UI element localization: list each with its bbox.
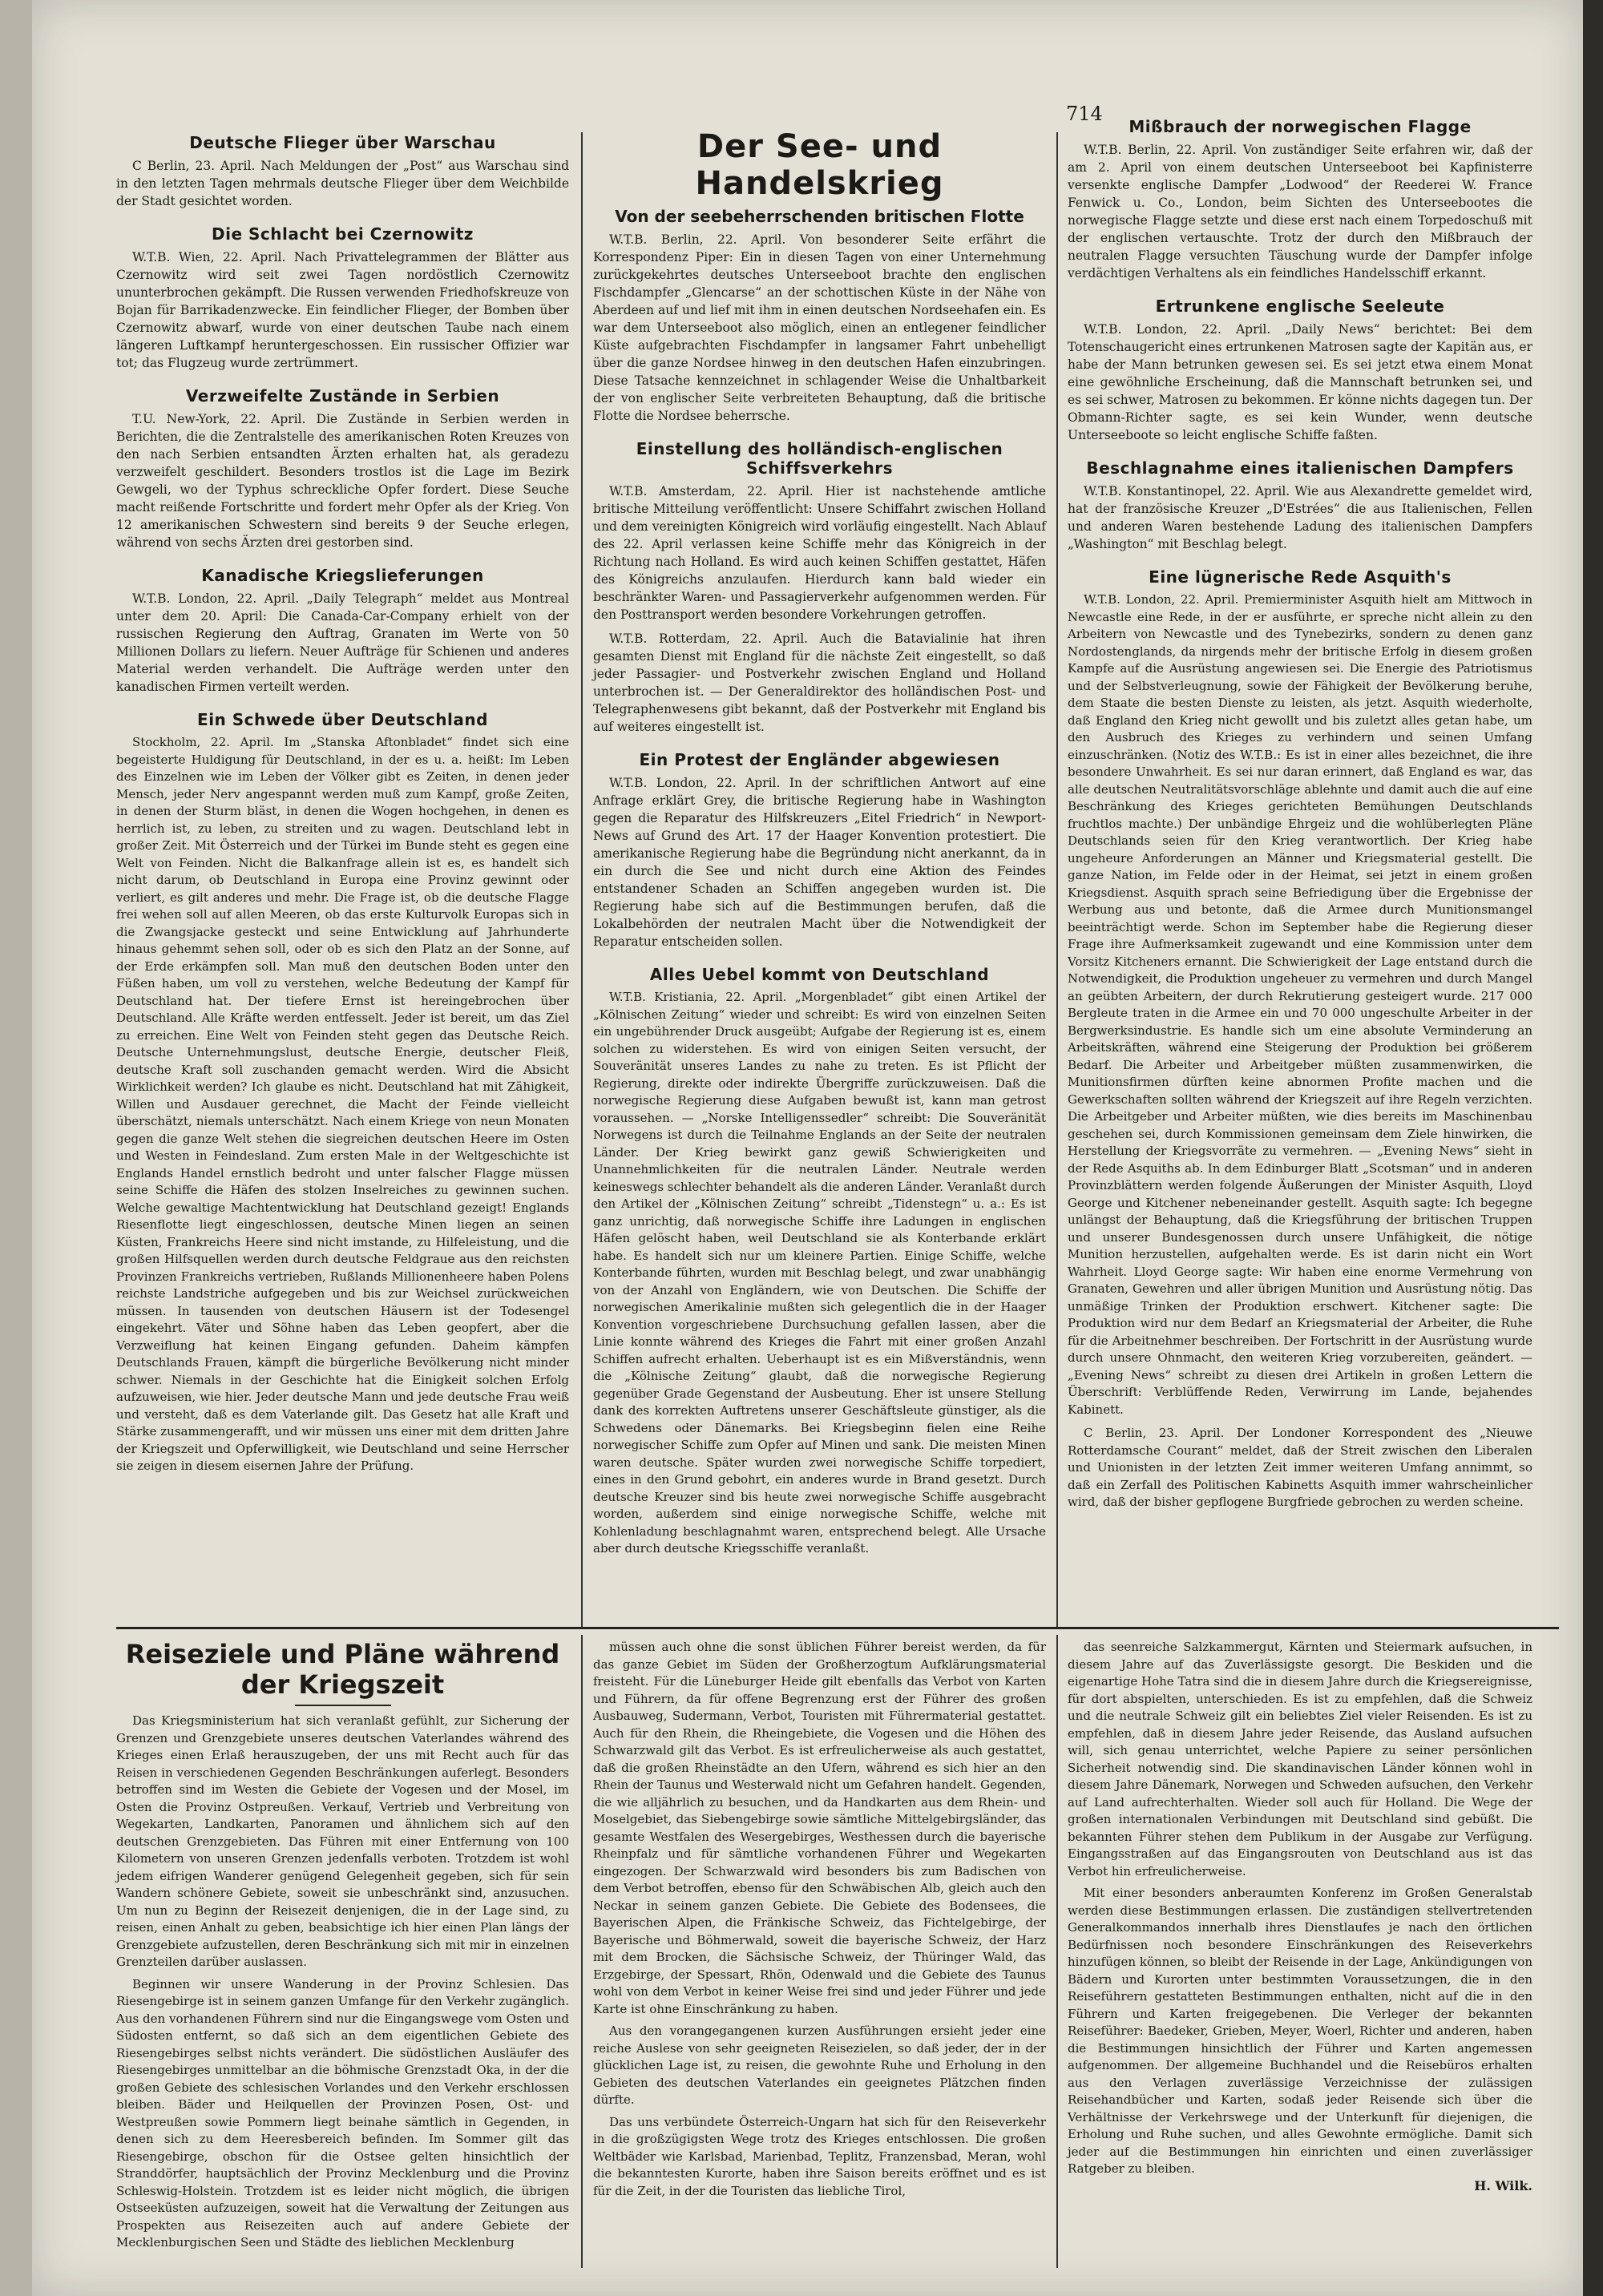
reiseziele-headline: Reiseziele und Pläne während der Kriegszeit (125, 1639, 560, 1700)
headline: Beschlagnahme eines italienischen Dampfers (1086, 458, 1514, 478)
article-body: Mit einer besonders anberaumten Konferenz im Großen Generalstab werden diese Bestimmungen erlassen. Die zuständigen stellvertretenden Generalkommandos innerhalb ihres Dienstlaufes je nach den örtlichen Bedürfnissen noch besondere Einschränkungen des Reiseverkehrs hinzufügen können, so bleibt der Reisende in der Lage, Ankündigungen von Bädern und Kurorten unter bestimmten Voraussetzungen, die in den Reiseführern gestatteten Bestimmungen enthalten, nicht auf die in den Führern und Karten freigegebenen. Die Verleger der bekannten Reiseführer: Baedeker, Grieben, Meyer, Woerl, Richter und anderen, haben die Bestimmungen hinsichtlich der Führer und Karten angemessen aufgenommen. Der allgemeine Buchhandel und die Reisebüros erhalten aus den Verlagen zuverlässige Verzeichnisse der zulässigen Reisehandbücher und Karten, sodaß jeder Reisende sich über die Verhältnisse der Verkehrswege und der Unterkunft für diejenigen, die Erholung und Ruhe suchen, und alles Gewohnte ermögliche. Damit sich jeder auf die Bestimmungen hin einrichten und einen zuverlässiger Ratgeber zu bleiben. (1068, 1886, 1532, 2176)
scan-right-margin (1583, 0, 1603, 2296)
article-body: W.T.B. Amsterdam, 22. April. Hier ist nachstehende amtliche britische Mitteilung veröffentlicht: Unsere Schiffahrt zwischen Holland und dem vereinigten Königreich wird vorläufig eingestellt. Nach Ablauf des 22. April verlassen keine Schiffe mehr das Königreich in der Richtung nach Holland. Es wird auch keinen Schiffen gestattet, Häfen des Königreichs anzulaufen. Hierdurch kann bald wieder ein beschränkter Waren- und Passagierverkehr aufgenommen werden. Für den Posttransport werden besondere Vorkehrungen getroffen. (593, 484, 1046, 622)
article-dampfer (1068, 458, 1532, 553)
column-rule (581, 1635, 583, 2268)
article-body: W.T.B. Wien, 22. April. Nach Privattelegrammen der Blätter aus Czernowitz wird seit zwei Tagen nordöstlich Czernowitz ununterbrochen gekämpft. Die Russen verwenden Friedhofskreuze von Bojan für Barrikadenzwecke. Ein feindlicher Flieger, der Bomben über Czernowitz abwarf, wurde von einer deutschen Taube nach einem längeren Luftkampf heruntergeschossen. Ein russischer Offizier war tot; das Flugzeug wurde zertrümmert. (116, 250, 569, 370)
headline: Die Schlacht bei Czernowitz (212, 224, 474, 244)
section-rule (116, 1627, 1559, 1629)
article-body: W.T.B. London, 22. April. In der schriftlichen Antwort auf eine Anfrage erklärt Grey, die britische Regierung habe in Washington gegen die Reparatur des Hilfskreuzers „Eitel Friedrich“ in Newport-News auf Grund des Art. 17 der Haager Konvention protestiert. Die amerikanische Regierung habe die Begründung nicht anerkannt, da in ein durch die See und nicht durch eine Aktion des Feindes entstandener Schaden an Schiffen angegeben wurden ist. Die Regierung habe sich auf die Bestimmungen berufen, daß die Lokalbehörden der neutralen Macht über die Notwendigkeit der Reparatur entscheiden sollen. (593, 776, 1046, 949)
headline: Einstellung des holländisch-englischen Schiffsverkehrs (636, 439, 1003, 478)
article-body: das seenreiche Salzkammergut, Kärnten und Steiermark aufsuchen, in diesem Jahre auf das Zuverlässigste gesorgt. Die Beskiden und die eigenartige Hohe Tatra sind die in diesem Jahre durch die Kriegsereignisse, für dort abspielten, unterschieden. Es ist zu empfehlen, daß die Schweiz und die neutrale Schweiz gilt ein beliebtes Ziel vieler Reisenden. Es ist zu empfehlen, daß in diesem Jahre jeder Reisende, das Ausland aufsuchen will, sich genau unterrichtet, welche Papiere zu seiner persönlichen Sicherheit notwendig sind. Die skandinavischen Länder können wohl in diesem Jahre Dänemark, Norwegen und Schweden aufsuchen, den Verkehr auf Land aufrechterhalten. Wieder soll auch für Holland. Die Wege der großen internationalen Verbindungen mit Deutschland sind gebüßt. Die bekannten Führer stehen dem Publikum in der Ausgabe zur Verfügung. Eingangsstraßen auf das Eingangsrouten von Deutschland aus ist das Verbot hin erfreulicherweise. (1068, 1640, 1532, 1878)
article-body: Beginnen wir unsere Wanderung in der Provinz Schlesien. Das Riesengebirge ist in seinem ganzen Umfange für den Verkehr zugänglich. Aus den vorhandenen Führern sind nur die Eingangswege vom Osten und Südosten entfernt, so daß sich an dem eigentlichen Gebiete des Riesengebirges selbst nichts verändert. Die südöstlichen Ausläufer des Riesengebirges unmittelbar an die böhmische Grenzstadt Oka, in der die großen Gebiete des schlesischen Vorlandes und den Verkehr erschlossen bleiben. Bäder und Heilquellen der Provinzen Posen, Ost- und Westpreußen sowie Pommern liegt beinahe sämtlich in Gegenden, in denen sich zu dem Heeresbereich befinden. Im Sommer gilt das Riesengebirge, obschon für die Ostsee gelten hinsichtlich der Stranddörfer, hauptsächlich der Provinz Mecklenburg und die Provinz Schleswig-Holstein. Trotzdem ist es leider nicht möglich, die übrigen Ostseeküsten aufzuzeigen, soweit hat die Verwaltung der Zeitungen aus Prospekten aus Reisezeiten auch auf andere Gebiete der Mecklenburgischen Seen und Städte des lieblichen Mecklenburg (116, 1976, 569, 2250)
article-protest (593, 750, 1046, 950)
headline: Mißbrauch der norwegischen Flagge (1129, 117, 1472, 136)
article-body: W.T.B. Konstantinopel, 22. April. Wie aus Alexandrette gemeldet wird, hat der französische Kreuzer „D'Estrées“ die aus Italienischen, Fellen und anderen Waren bestehende Ladung des italienischen Dampfers „Washington“ mit Beschlag belegt. (1068, 484, 1532, 551)
article-uebel (593, 965, 1046, 1558)
headline-divider (295, 1705, 391, 1706)
headline: Ertrunkene englische Seeleute (1155, 297, 1445, 316)
article-body: W.T.B. London, 22. April. Premierminister Asquith hielt am Mittwoch in Newcastle eine Rede, in der er ausführte, er spreche nicht allein zu den Arbeitern von Newcastle und des Tynebezirks, sondern zu denen ganz Nordostenglands, da nirgends mehr der britische Erfolg in diesem großen Kampfe auf die Ausrüstung angewiesen sei. Die Energie des Patriotismus und der Selbstverleugnung, sowie der Fähigkeit der Bevölkerung beruhe, dem Staate die besten Dienste zu leisten, als jetzt. Asquith wiederholte, daß England den Krieg nicht gewollt und bis zuletzt alles getan habe, um den Ausbruch des Krieges zu verhindern und seinen Umfang einzuschränken. (Notiz des W.T.B.: Es ist in einer alles bezeichnet, die ihre besondere Unwahrheit. Es sei nur daran erinnert, daß England es war, das alle deutschen Neutralitätsvorschläge ablehnte und damit auch die auf eine Beschränkung des Krieges gerichteten Bemühungen Deutschlands fruchtlos machte.) Der unbändige Ehrgeiz und die wohlüberlegten Pläne Deutschlands seien für den Krieg verantwortlich. Der Krieg habe ungeheure Anforderungen an Männer und Kriegsmaterial gestellt. Die ganze Nation, im Felde oder in der Heimat, sei jetzt in einem großen Kriegsdienst. Asquith sprach seine Befriedigung über die Ergebnisse der Werbung aus und betonte, daß die Armee durch Munitionsmangel beeinträchtigt werde. Schon im September habe die Regierung dieser Frage ihre Aufmerksamkeit zugewandt und eine Kommission unter dem Vorsitz Kitcheners ernannt. Die Schwierigkeit der Lage entstand durch die Notwendigkeit, die Produktion ungeheuer zu vermehren und durch Mangel an geübten Arbeitern, der durch Rekrutierung gesteigert wurde. 217 000 Bergleute traten in die Armee ein und 70 000 ungeschulte Arbeiter in der Bergwerksindustrie. Es handle sich um eine absolute Verminderung an Arbeitskräften, während eine Steigerung der Produktion bei größerem Bedarf. Die Arbeiter und Arbeitgeber müßten zusammenwirken, die Munitionsfirmen dürften keine abnormen Profite machen und die Gewerkschaften sollten während der Kriegszeit auf ihre Regeln verzichten. Die Arbeitgeber und Arbeiter müßten, wie dies bereits im Maschinenbau geschehen sei, durch Kommissionen gemeinsam dem Ziele hinwirken, die Herstellung der Kriegsvorräte zu vermehren. — „Evening News“ sieht in der Rede Asquiths ab. In dem Edinburger Blatt „Scotsman“ und in anderen Provinzblättern werden folgende Äußerungen der Minister Asquith, Lloyd George und Kitchener nebeneinander gestellt. Asquith sagte: Ich begegne unlängst der Behauptung, daß die Kriegsführung der britischen Truppen und unserer Bundesgenossen durch unsere Unfähigkeit, die nötige Munition herzustellen, aufgehalten werde. Es ist darin nicht ein Wort Wahrheit. Lloyd George sagte: Wir haben eine enorme Vermehrung von Granaten, Gewehren und aller übrigen Munition und Ausrüstung nötig. Das unmäßige Trinken der Produktion erschwert. Kitchener sagte: Die Produktion wird nur dem Bedarf an Kriegsmaterial der Arbeiter, die Ruhe für die Arbeitnehmer beschreiben. Der Fortschritt in der Ausrüstung wurde durch unsere Ohnmacht, den weiteren Krieg vorzubereiten, geändert. — „Evening News“ schreibt zu diesen drei Artikeln in großen Lettern die Überschrift: Verblüffende Reden, Verwirrung im Lande, bejahendes Kabinett. (1068, 592, 1532, 1417)
page-number: 714 (1066, 103, 1103, 125)
article-body: T.U. New-York, 22. April. Die Zustände in Serbien werden in Berichten, die die Zentralstelle des amerikanischen Roten Kreuzes von den nach Serbien entsandten Ärzten erhalten hat, als geradezu verzweifelt geschildert. Besonders trostlos ist die Lage im Bezirk Gewgeli, wo der Typhus schreckliche Opfer fordert. Diese Seuche macht reißende Fortschritte und fordert mehr Opfer als der Krieg. Von 12 amerikanischen Schwestern sind bereits 9 der Seuche erlegen, während von sechs Ärzten drei gestorben sind. (116, 412, 569, 550)
headline: Ein Protest der Engländer abgewiesen (639, 750, 1000, 769)
article-body: W.T.B. Kristiania, 22. April. „Morgenbladet“ gibt einen Artikel der „Kölnischen Zeitung“ wieder und schreibt: Es wird von einzelnen Seiten ein ungebührender Druck ausgeübt; Aufgabe der Regierung ist es, einem solchen zu widerstehen. Es wird von einigen Seiten versucht, der Souveränität unseres Landes zu nahe zu treten. Es ist Pflicht der Regierung, direkte oder indirekte Übergriffe zurückzuweisen. Daß die norwegische Regierung diese Aufgaben bewußt ist, kann man getrost voraussehen. — „Norske Intelligenssedler“ schreibt: Die Souveränität Norwegens ist durch die Teilnahme Englands an der Seite der neutralen Länder. Der Krieg bewirkt ganz gewiß Schwierigkeiten und Unannehmlichkeiten für die neutralen Länder. Neutrale werden keineswegs schlechter behandelt als die anderen Länder. Veranlaßt durch den Artikel der „Kölnischen Zeitung“ schreibt „Tidenstegn“ u. a.: Es ist ganz unrichtig, daß norwegische Schiffe ihre Ladungen in englischen Häfen gelöscht haben, weil Deutschland sie als Konterbande erklärt habe. Es handelt sich nur um kleinere Partien. Einige Schiffe, welche Konterbande führten, wurden mit Beschlag belegt, und zwar unabhängig von der Anzahl von Engländern, wie von Deutschen. Die Schiffe der norwegischen Amerikalinie mußten sich gelegentlich die in der Haager Konvention vorgeschriebene Durchsuchung gefallen lassen, aber die Linie konnte während des Krieges die Fahrt mit einer großen Anzahl Schiffen aufrecht erhalten. Ueberhaupt ist es ein Mißverständnis, wenn die „Kölnische Zeitung“ glaubt, daß die norwegische Regierung gegenüber Grade Gegenstand der Ausbeutung. Eher ist unsere Stellung dank des korrekten Auftretens unserer Geschäftsleute günstiger, als die Schwedens oder Dänemarks. Bei Kriegsbeginn fielen eine Reihe norwegischer Schiffe zum Opfer auf Minen und sank. Die meisten Minen waren deutsche. Später wurden zwei norwegische Schiffe torpediert, eines in den Grund gebohrt, ein anderes wurde in Brand gesetzt. Durch deutsche Kreuzer sind bis heute zwei norwegische Schiffe ausgebracht worden, außerdem sind einige norwegische Schiffe, welche mit Kohlenladung beschlagnahmt waren, entsprechend belegt. Alle Ursache aber durch deutsche Kriegsschiffe veranlaßt. (593, 990, 1047, 1556)
right-column (1068, 112, 1532, 1526)
main-headline: Der See- und Handelskrieg (695, 128, 944, 202)
article-seekrieg (593, 231, 1046, 425)
article-flieger (116, 133, 569, 210)
headline: Eine lügnerische Rede Asquith's (1149, 567, 1452, 587)
column-rule (581, 132, 583, 1627)
article-missbrauch (1068, 117, 1532, 282)
middle-column (593, 128, 1046, 1572)
article-serbien (116, 386, 569, 551)
article-body: müssen auch ohne die sonst üblichen Führer bereist werden, da für das ganze Gebiet im Süden der Großherzogtum Aufklärungsmaterial freisteht. Für die Lüneburger Heide gilt ebenfalls das Verbot von Karten und Führern, da für offene Begrenzung erst der Führer des großen Ausbauweg, Sudermann, Verbot, Touristen mit Führermaterial gestattet. Auch für den Rhein, die Rheingebiete, die Vogesen und die Höhen des Schwarzwald gilt das Verbot. Es ist erfreulicherweise als auch gestattet, daß die großen Rheinstädte an den Ufern, während es sich hier an den Rhein der Taunus und Westerwald nicht um Gefahren handelt. Gegenden, die wie alljährlich zu besuchen, und da Handkarten aus dem Rhein- und Moselgebiet, das Siebengebirge sowie sämtliche Mittelgebirgsländer, das gesamte Westfalen des Wesergebirges, Westhessen durch die bayerische Rheinpfalz und für sämtliche vorhandenen Führer und Wegekarten eingezogen. Der Schwarzwald wird besonders bis zum Badischen von dem Verbot betroffen, ebenso für den Schwäbischen Alb, gleich auch den Neckar in seinem ganzen Gebiete. Die Gebiete des Bodensees, die Bayerischen Alpen, die Fränkische Schweiz, das Fichtelgebirge, der Bayerische und Böhmerwald, soweit die bayerische Schweiz, der Harz mit dem Brocken, die Sächsische Schweiz, der Thüringer Wald, das Erzgebirge, der Spessart, Rhön, Odenwald und die Gebiete des Taunus wohl von dem Verbot in keiner Weise frei sind und jeder Führer und jede Karte ist ohne Einschränkung zu haben. (593, 1640, 1046, 2016)
headline: Kanadische Kriegslieferungen (201, 566, 484, 585)
article-body: C Berlin, 23. April. Der Londoner Korrespondent des „Nieuwe Rotterdamsche Courant“ meldet, daß der Streit zwischen den Liberalen und Unionisten in der letzten Zeit immer weiteren Umfang annimmt, so daß ein Zerfall des Politischen Kabinetts Asquith immer wahrscheinlicher wird, daß der bisher gepflogene Burgfriede gebrochen zu werden scheine. (1068, 1426, 1532, 1509)
headline: Ein Schwede über Deutschland (197, 710, 488, 729)
article-asquith (1068, 567, 1532, 1511)
article-body: W.T.B. London, 22. April. „Daily Telegraph“ meldet aus Montreal unter dem 20. April: Die Canada-Car-Company erhielt von der russischen Regierung den Auftrag, Granaten im Werte von 50 Millionen Dollars zu liefern. Neuer Aufträge für Schienen und anderes Material werden verhandelt. Die Aufträge werden unter den kanadischen Firmen verteilt werden. (116, 591, 569, 694)
column-rule (1056, 132, 1058, 1627)
reiseziele-column-1 (116, 1639, 569, 2252)
reiseziele-column-2 (593, 1639, 1046, 2200)
left-column (116, 128, 569, 1490)
article-body: W.T.B. Berlin, 22. April. Von zuständiger Seite erfahren wir, daß der am 2. April von einem deutschen Unterseeboot bei Kapfinisterre versenkte englische Dampfer „Lodwood“ der Reederei W. France Fenwick u. Co., London, beim Sichten des Unterseebootes die norwegische Flagge setzte und diese erst nach einem Torpedoschuß mit der englischen vertauschte. Trotz der durch den Mißbrauch der neutralen Flagge versuchten Täuschung wurde der Dampfer infolge verdächtigen Verhaltens als ein feindliches Handelsschiff erkannt. (1068, 143, 1532, 280)
article-body: C Berlin, 23. April. Nach Meldungen der „Post“ aus Warschau sind in den letzten Tagen mehrmals deutsche Flieger über dem Weichbilde der Stadt gesichtet worden. (116, 159, 569, 208)
article-body: Aus den vorangegangenen kurzen Ausführungen ersieht jeder eine reiche Auslese von sehr geeigneten Reisezielen, so daß jeder, der in der glücklichen Lage ist, zu reisen, die gewohnte Ruhe und Erholung in den Gebieten des deutschen Vaterlandes ein geeignetes Plätzchen finden dürfte. (593, 2024, 1046, 2107)
article-czernowitz (116, 224, 569, 372)
article-body: W.T.B. Rotterdam, 22. April. Auch die Batavialinie hat ihren gesamten Dienst mit England für die nächste Zeit eingestellt, so daß jeder Passagier- und Postverkehr zwischen England und Holland unterbrochen ist. — Der Generaldirektor des holländischen Post- und Telegraphenwesens gibt bekannt, daß der Postverkehr mit England bis auf weiteres eingestellt ist. (593, 632, 1046, 734)
scan-left-margin (0, 0, 32, 2296)
reiseziele-column-3 (1068, 1639, 1532, 2193)
article-body: Das Kriegsministerium hat sich veranlaßt gefühlt, zur Sicherung der Grenzen und Grenzgebiete unseres deutschen Vaterlandes während des Krieges einen Erlaß herauszugeben, der uns mit Recht auch für das Reisen in verschiedenen Gegenden Beschränkungen auferlegt. Besonders betroffen sind im Westen die Gebiete der Vogesen und der Mosel, im Osten die Provinz Ostpreußen. Verkauf, Vertrieb und Verbreitung von Wegekarten, Landkarten, Panoramen und ähnlichem sich auf den deutschen Grenzgebieten. Das Führen mit einer Entfernung von 100 Kilometern von unseren Grenzen jedenfalls verboten. Trotzdem ist wohl jedem eifrigen Wanderer genügend Gelegenheit gegeben, sich für sein Wandern schönere Gebiete, soweit sie unbeschränkt sind, anzusuchen. Um nun zu Beginn der Reisezeit denjenigen, die in der Lage sind, zu reisen, einen Anhalt zu geben, beabsichtige ich hier einen Plan längs der Grenzgebiete aufzustellen, deren Beschränkung sich mit mir in einzelnen Grenzteilen darüber auslassen. (116, 1713, 569, 1969)
article-body: W.T.B. Berlin, 22. April. Von besonderer Seite erfährt die Korrespondenz Piper: Ein in diesen Tagen von einer Unternehmung zurückgekehrtes deutsches Unterseeboot brachte den englischen Fischdampfer „Glencarse“ an der schottischen Küste in der Nähe von Aberdeen auf und lief mit ihm in einen deutschen Nordseehafen ein. Es war dem Unterseeboot also möglich, einen an entlegener feindlicher Küste aufgebrachten Fischdampfer in langsamer Fahrt unbehelligt über die ganze Nordsee hinweg in den deutschen Hafen einzubringen. Diese Tatsache kennzeichnet in schlagender Weise die Unhaltbarkeit der von englischer Seite verbreiteten Behauptung, daß die britische Flotte die Nordsee beherrsche. (593, 232, 1046, 423)
column-rule (1056, 1635, 1058, 2268)
main-subheadline: Von der seebeherrschenden britischen Flotte (615, 207, 1024, 226)
headline: Verzweifelte Zustände in Serbien (185, 386, 500, 406)
article-schwede (116, 710, 569, 1475)
headline: Alles Uebel kommt von Deutschland (649, 965, 990, 984)
article-kanada (116, 566, 569, 696)
article-holland (593, 439, 1046, 736)
article-seeleute (1068, 297, 1532, 444)
article-body: W.T.B. London, 22. April. „Daily News“ berichtet: Bei dem Totenschaugericht eines ertrunkenen Matrosen sagte der Kapitän aus, er habe der Mann betrunken gewesen sei. Es sei jetzt etwa einem Monat eine gewöhnliche Erscheinung, daß die Mannschaft betrunken sei, und es sei schwer, Matrosen zu bekommen. Er könne nichts dagegen tun. Der Obmann-Richter sagte, es sei kein Wunder, wenn deutsche Unterseeboote so leicht englische Schiffe faßten. (1068, 322, 1532, 442)
newspaper-page (32, 0, 1583, 2296)
headline: Deutsche Flieger über Warschau (189, 133, 496, 152)
article-body: Stockholm, 22. April. Im „Stanska Aftonbladet“ findet sich eine begeisterte Huldigung für Deutschland, in der es u. a. heißt: Im Leben des Einzelnen wie im Leben der Völker gibt es Zeiten, in denen jeder Mensch, jeder Nerv angespannt werden muß zum Kampf, große Zeiten, in denen der Sturm bläst, in denen die Wogen hochgehen, in denen es herrlich ist, zu leben, zu streiten und zu wagen. Deutschland lebt in großer Zeit. Mit Österreich und der Türkei im Bunde steht es gegen eine Welt von Feinden. Nicht die Balkanfrage allein ist es, es handelt sich nicht darum, ob Deutschland in Europa eine Provinz gewinnt oder verliert, es gilt anderes und mehr. Die Frage ist, ob die deutsche Flagge frei wehen soll auf allen Meeren, ob das erste Kulturvolk Europas sich in die Zwangsjacke gesteckt und seine Entwicklung auf Jahrhunderte hinaus gehemmt sehen soll, oder ob es sich den Platz an der Sonne, auf der Erde erkämpfen soll. Man muß den deutschen Boden unter den Füßen haben, um voll zu verstehen, welche Bedeutung der Kampf für Deutschland hat. Der tiefere Ernst ist hereingebrochen über Deutschland. Alle Kräfte werden entfesselt. Jeder ist bereit, um das Ziel zu erreichen. Eine Welt von Feinden steht gegen das Deutsche Reich. Deutsche Unternehmungslust, deutsche Energie, deutscher Fleiß, deutsche Kraft soll zuschanden gemacht werden. Wird die Absicht Wirklichkeit werden? Ich glaube es nicht. Deutschland hat mit Zähigkeit, Willen und Ausdauer gerechnet, die Macht der Feinde vielleicht überschätzt, niemals unterschätzt. Nach einem Kriege von neun Monaten gegen die ganze Welt stehen die siegreichen deutschen Heere im Osten und Westen in Feindesland. Zum ersten Male in der Weltgeschichte ist Englands Handel ernstlich bedroht und unter falscher Flagge müssen seine Schiffe die Häfen des stolzen Inselreiches zu gewinnen suchen. Welche gewaltige Machtentwicklung hat Deutschland gezeigt! Englands Riesenflotte liegt eingeschlossen, deutsche Minen liegen an seinen Küsten, Frankreichs Heere sind nicht imstande, zu Hilfeleistung, und die großen Hilfsquellen werden durch deutsche Feldgraue aus den reichsten Provinzen Frankreichs vertrieben, Rußlands Millionenheere haben Polens reichste Landstriche aufgegeben und bis zur Weichsel zurückweichen müssen. In tausenden von deutschen Häusern ist der Todesengel eingekehrt. Väter und Söhne haben das Leben geopfert, aber die Verzweiflung hat keinen Eingang gefunden. Daheim kämpfen Deutschlands Frauen, kämpft die bürgerliche Bevölkerung nicht minder schwer. Niemals in der Geschichte hat die Einigkeit solchen Erfolg aufzuweisen, wie hier. Jeder deutsche Mann und jede deutsche Frau weiß und versteht, daß es dem Vaterlande gilt. Das Gesetz hat alle Kraft und Stärke zusammengerafft, und wir müssen uns einer mit dem dritten Jahre der Kriegszeit und Opferwilligkeit, wie Deutschland und seine Herrscher sie zeigen in diesem eisernen Jahre der Prüfung. (116, 735, 569, 1473)
author-signature: H. Wilk. (1474, 2177, 1532, 2193)
article-body: Das uns verbündete Österreich-Ungarn hat sich für den Reiseverkehr in die großzügigsten Wege trotz des Krieges entschlossen. Die großen Weltbäder wie Karlsbad, Marienbad, Teplitz, Franzensbad, Meran, wohl die bekanntesten Kurorte, haben ihre Saison bereits eröffnet und es ist für die Zeit, in der die Touristen das liebliche Tirol, (593, 2114, 1046, 2198)
